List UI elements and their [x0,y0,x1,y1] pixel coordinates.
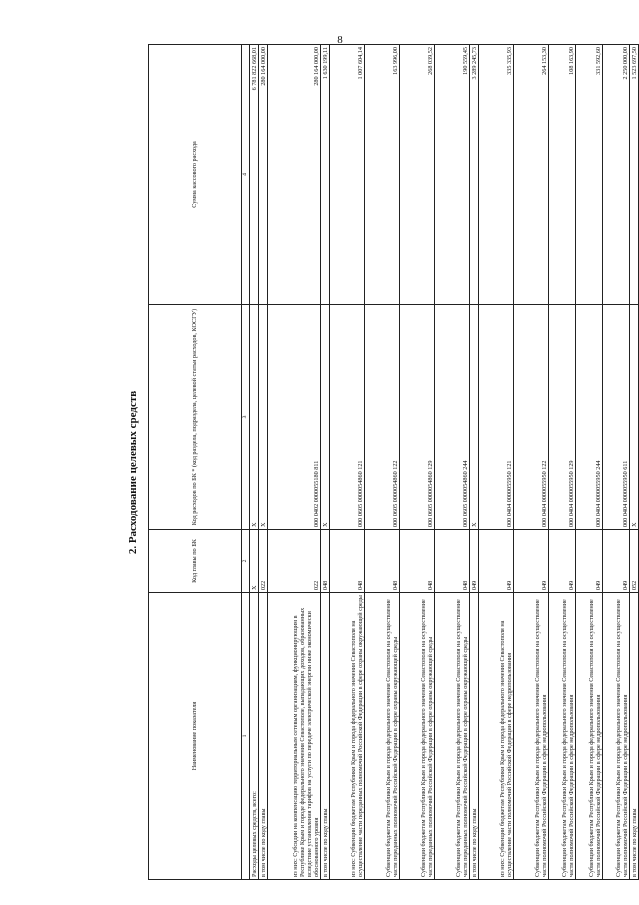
table-row [330,45,365,880]
row-amount: 280 164 000,00 [259,45,268,305]
row-chapter: 022 [259,530,268,593]
header-name: Наименование показателя [149,593,242,880]
row-name: в том числе по коду главы [630,593,639,880]
row-chapter: 048 [321,530,330,593]
table-row [268,45,321,880]
page-number: 8 [337,34,343,46]
row-amount: 190 559,45 [435,45,470,305]
table-row [576,45,603,880]
row-chapter: Х [250,530,259,593]
header-amount: Сумма кассового расхода [149,45,242,305]
row-name: Субвенции бюджетам Республики Крым и города федерального значения Севастополя на осуществление части полномочий Российской Федерации в сфере недропользования [603,593,630,880]
section-title: 2. Расходование целевых средств [127,390,139,555]
row-name: Субвенции бюджетам Республики Крым и города федерального значения Севастополя на осуществление части полномочий Российской Федерации в сфере недропользования [514,593,549,880]
table-row [321,45,330,880]
row-amount: 264 153,30 [514,45,549,305]
row-amount: 163 996,00 [365,45,400,305]
row-amount: 1 523 697,50 [630,45,639,305]
row-name: Субвенции бюджетам Республики Крым и города федерального значения Севастополя на осуществление части полномочий Российской Федерации в сфере недропользования [549,593,576,880]
header-row [149,45,242,880]
row-name: Расходы целевых средств, всего: [250,593,259,880]
row-code: 000 0605 0000054860 122 [365,305,400,530]
column-number: 2 [242,530,250,593]
row-code: Х [259,305,268,530]
row-amount: 1 007 604,14 [330,45,365,305]
header-chapter-code: Код главы по БК [149,530,242,593]
row-amount: 108 163,90 [549,45,576,305]
row-code: 000 0402 0000055180 811 [268,305,321,530]
row-code: 000 0404 0000055950 611 [603,305,630,530]
row-amount: 280 164 000,00 [268,45,321,305]
row-chapter: 049 [470,530,479,593]
table-row [514,45,549,880]
row-code: 000 0605 0000054860 129 [400,305,435,530]
row-chapter: 049 [514,530,549,593]
row-name: из них: Субвенции бюджетам Республики Крым и города федерального значения Севастополя на осуществление части полномочий Российской Федерации в сфере недропользования [479,593,514,880]
row-name: из них: Субвенции бюджетам Республики Крым и города федерального значения Севастополя на осуществление части переданных полномочий Российской Федерации в сфере охраны окружающей среды [330,593,365,880]
row-chapter: 022 [268,530,321,593]
row-chapter: 048 [435,530,470,593]
row-code: Х [630,305,639,530]
table-row [479,45,514,880]
row-chapter: 049 [603,530,630,593]
table-row [603,45,630,880]
table-row [435,45,470,880]
row-code: 000 0605 0000054860 244 [435,305,470,530]
header-expense-code: Код расходов по БК * (код раздела, подраздела, целевой статьи расходов, КОСГУ) [149,305,242,530]
row-amount: 331 592,60 [576,45,603,305]
expenses-table [148,44,639,880]
row-amount: 335 335,93 [479,45,514,305]
table-row [630,45,639,880]
row-code: Х [470,305,479,530]
row-name: в том числе по коду главы [321,593,330,880]
row-code: 000 0404 0000055950 122 [514,305,549,530]
table-row [259,45,268,880]
row-amount: 268 039,52 [400,45,435,305]
row-amount: 2 250 000,00 [603,45,630,305]
table-row [365,45,400,880]
table-row [549,45,576,880]
table-row [470,45,479,880]
row-code: Х [321,305,330,530]
row-chapter: 049 [576,530,603,593]
row-code: 000 0404 0000055950 244 [576,305,603,530]
row-amount: 6 781 822 668,01 [250,45,259,305]
row-name: в том числе по коду главы [470,593,479,880]
row-name: Субвенции бюджетам Республики Крым и города федерального значения Севастополя на осуществление части переданных полномочий Российской Федерации в сфере охраны окружающей среды [435,593,470,880]
row-chapter: 048 [365,530,400,593]
row-code: Х [250,305,259,530]
table-row [250,45,259,880]
row-code: 000 0404 0000055950 129 [549,305,576,530]
row-name: Субвенции бюджетам Республики Крым и города федерального значения Севастополя на осуществление части переданных полномочий Российской Федерации в сфере охраны окружающей среды [400,593,435,880]
column-number: 4 [242,45,250,305]
row-chapter: 052 [630,530,639,593]
row-name: из них: Субсидии на компенсацию территориальным сетевым организациям, функционирующим в Республике Крым и городе федерального значения Севастополе, выпадающих доходов, образованных вследствие установления тарифов на услуги по передаче электрической энергии ниже экономически обоснованного уровня [268,593,321,880]
rotated-content [120,47,638,880]
row-chapter: 049 [479,530,514,593]
row-chapter: 048 [400,530,435,593]
column-number-row [242,45,250,880]
row-amount: 1 630 199,11 [321,45,330,305]
column-number: 3 [242,305,250,530]
row-code: 000 0404 0000055950 121 [479,305,514,530]
table-row [400,45,435,880]
row-name: Субвенции бюджетам Республики Крым и города федерального значения Севастополя на осуществление части полномочий Российской Федерации в сфере недропользования [576,593,603,880]
row-code: 000 0605 0000054860 121 [330,305,365,530]
row-name: в том числе по коду главы [259,593,268,880]
row-chapter: 048 [330,530,365,593]
row-amount: 3 289 245,73 [470,45,479,305]
column-number: 1 [242,593,250,880]
row-name: Субвенции бюджетам Республики Крым и города федерального значения Севастополя на осуществление части переданных полномочий Российской Федерации в сфере охраны окружающей среды [365,593,400,880]
row-chapter: 049 [549,530,576,593]
